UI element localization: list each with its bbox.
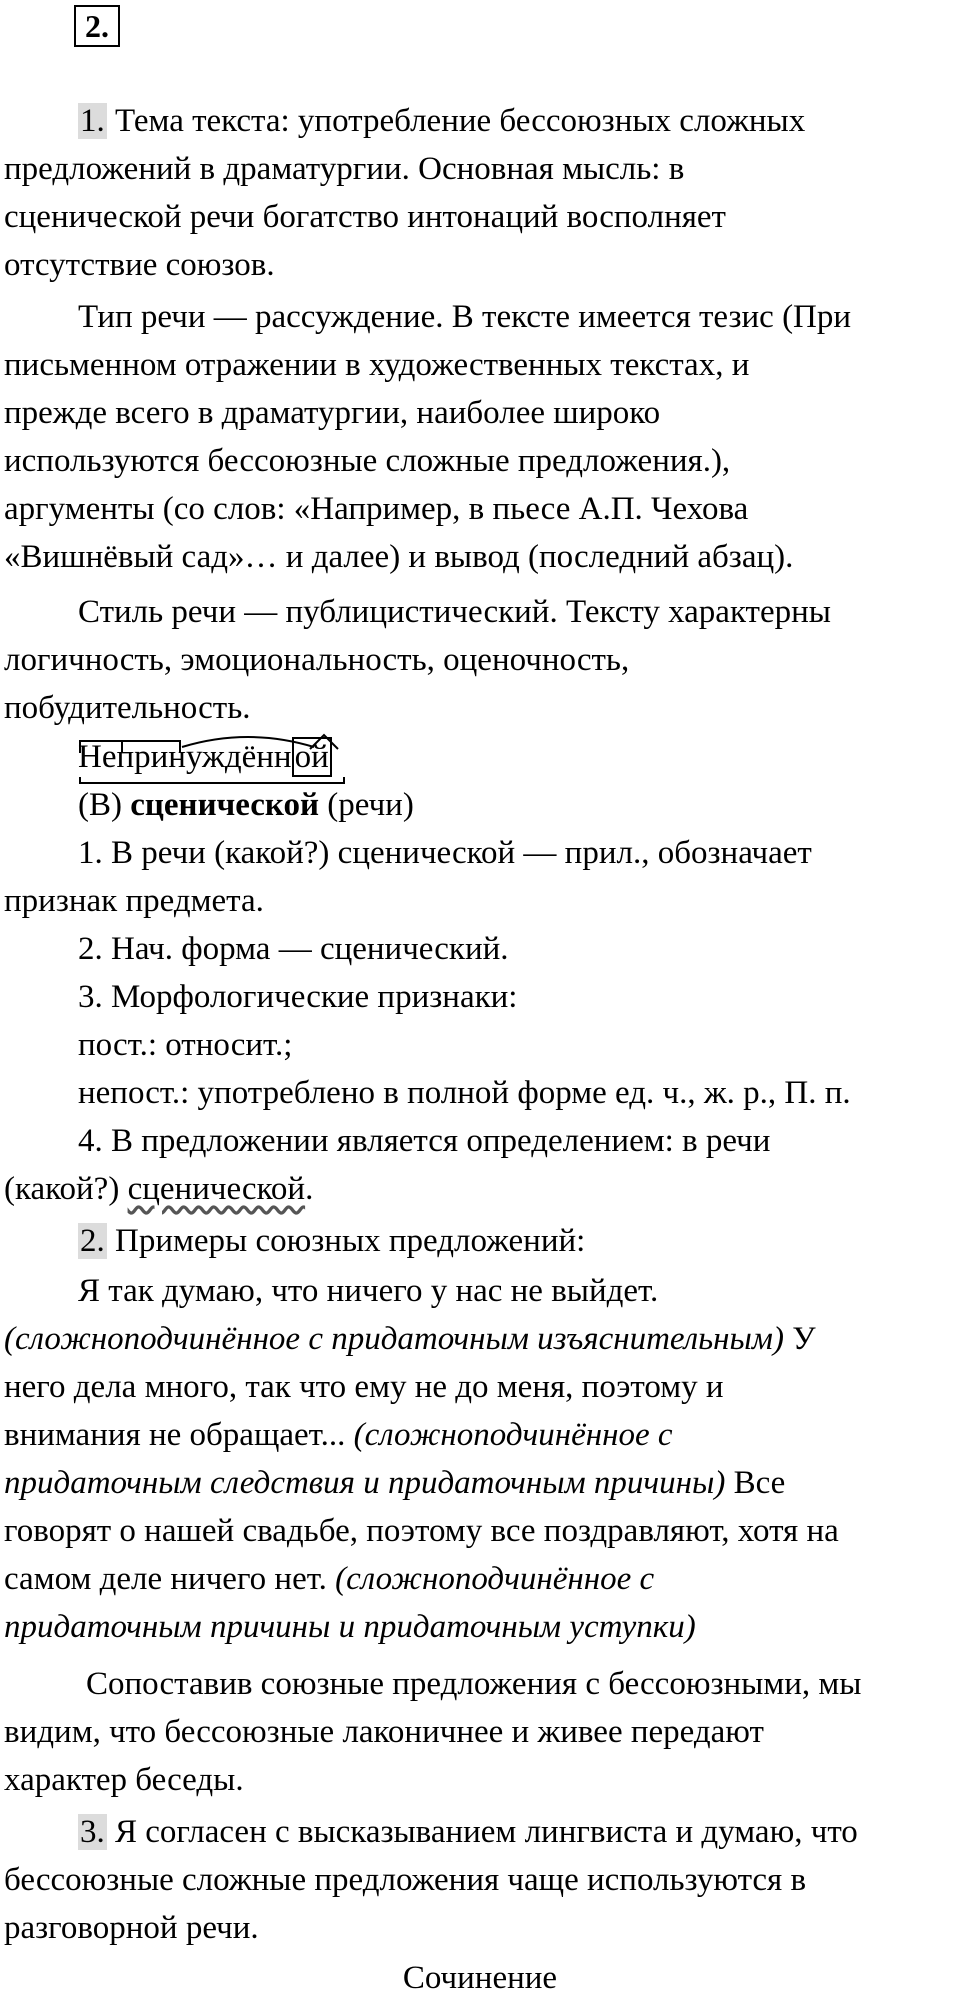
text-line: 2. Нач. форма — сценический. xyxy=(78,931,509,967)
text-line: 1. Тема текста: употребление бессоюзных сложных xyxy=(80,103,806,139)
task-number-box: 2. xyxy=(74,5,120,47)
morpheme-marks-icon xyxy=(78,733,358,783)
text-line: Тип речи — рассуждение. В тексте имеется тезис (При xyxy=(78,299,852,335)
text-line: непост.: употреблено в полной форме ед. ч., ж. р., П. п. xyxy=(78,1075,851,1111)
text-line: бессоюзные сложные предложения чаще используются в xyxy=(4,1862,807,1898)
text-line: аргументы (со слов: «Например, в пьесе А.П. Чехова xyxy=(4,491,749,527)
text-line: используются бессоюзные сложные предложения.), xyxy=(4,443,731,479)
text-line: видим, что бессоюзные лаконичнее и живее передают xyxy=(4,1714,764,1750)
text-line: письменном отражении в художественных текстах, и xyxy=(4,347,750,383)
text-line: 4. В предложении является определением: в речи xyxy=(78,1123,771,1159)
text-line: 2. Примеры союзных предложений: xyxy=(80,1223,586,1259)
text-line: придаточным причины и придаточным уступки) xyxy=(4,1609,696,1645)
text-line: отсутствие союзов. xyxy=(4,247,275,283)
text-line: характер беседы. xyxy=(4,1762,244,1798)
text-line: Сопоставив союзные предложения с бессоюзными, мы xyxy=(86,1666,862,1702)
item-number-highlight: 3. xyxy=(80,1814,105,1850)
text-line: внимания не обращает... (сложноподчинённое с xyxy=(4,1417,673,1453)
text-line: побудительность. xyxy=(4,690,251,726)
morpheme-word: Непринуждённой xyxy=(78,733,332,781)
text-line: «Вишнёвый сад»… и далее) и вывод (последний абзац). xyxy=(4,539,794,575)
text-line: (какой?) сценической. xyxy=(4,1171,314,1207)
text-line: придаточным следствия и придаточным причины) Все xyxy=(4,1465,786,1501)
text-line: самом деле ничего нет. (сложноподчинённое с xyxy=(4,1561,655,1597)
text-line: 3. Морфологические признаки: xyxy=(78,979,518,1015)
ending-box: ой xyxy=(292,737,332,777)
text-line: прежде всего в драматургии, наиболее широко xyxy=(4,395,661,431)
section-heading: Сочинение xyxy=(402,1960,558,1996)
text-line: пост.: относит.; xyxy=(78,1027,293,1063)
item-number-highlight: 2. xyxy=(80,1223,105,1259)
text-line: 1. В речи (какой?) сценической — прил., обозначает xyxy=(78,835,812,871)
text-line: логичность, эмоциональность, оценочность, xyxy=(4,642,630,678)
text-line: разговорной речи. xyxy=(4,1910,259,1946)
item-number-highlight: 1. xyxy=(80,103,105,139)
wavy-underlined-word: сценической xyxy=(127,1171,306,1207)
text-line: него дела много, так что ему не до меня, поэтому и xyxy=(4,1369,724,1405)
text-line: сценической речи богатство интонаций восполняет xyxy=(4,199,726,235)
text-line: признак предмета. xyxy=(4,883,264,919)
text-line: говорят о нашей свадьбе, поэтому все поздравляют, хотя на xyxy=(4,1513,839,1549)
text-line: (сложноподчинённое с придаточным изъяснительным) У xyxy=(4,1321,816,1357)
text-line: 3. Я согласен с высказыванием лингвиста и думаю, что xyxy=(80,1814,858,1850)
text-line: Стиль речи — публицистический. Тексту характерны xyxy=(78,594,831,630)
analysed-word: сценической xyxy=(130,787,319,823)
morpheme-analysis-word xyxy=(78,733,332,781)
text-line: Я так думаю, что ничего у нас не выйдет. xyxy=(78,1273,659,1309)
text-line: предложений в драматургии. Основная мысль: в xyxy=(4,151,685,187)
text-line: (В) сценической (речи) xyxy=(78,787,414,823)
